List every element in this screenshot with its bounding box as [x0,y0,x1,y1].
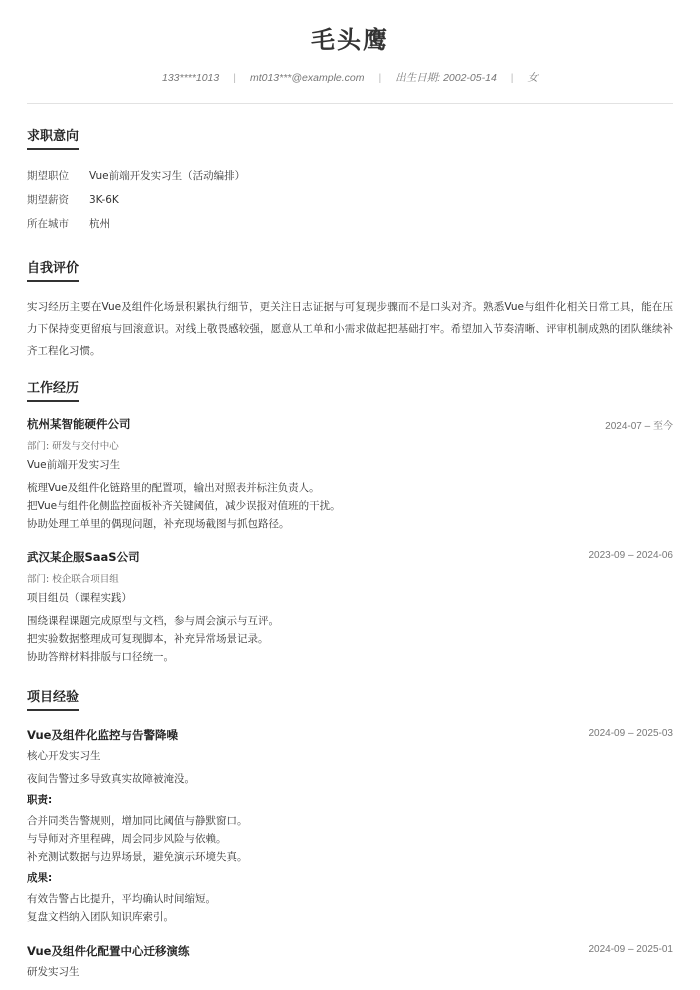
intent-label: 期望职位 [27,170,69,182]
project-date: 2024-09 – 2025-01 [588,944,673,955]
intent-value: 3K-6K [89,194,119,206]
intent-row-position [27,168,245,183]
project-item-header [27,943,673,959]
result-bullet: 复盘文档纳入团队知识库索引。 [27,911,174,923]
section-underline [27,709,79,711]
department-text: 部门: 研发与交付中心 [27,441,119,452]
section-underline [27,280,79,282]
intent-value: 杭州 [89,218,110,230]
intent-row-city [27,216,110,231]
project-role: 研发实习生 [27,966,80,978]
duty-bullet: 与导师对齐里程碑，周会同步风险与依赖。 [27,833,227,845]
work-item-header [27,416,673,432]
project-description: 夜间告警过多导致真实故障被淹没。 [27,773,195,785]
gender-text: 女 [527,72,539,84]
work-bullet: 把实验数据整理成可复现脚本，补充异常场景记录。 [27,633,269,645]
section-title-intent: 求职意向 [27,129,80,144]
work-item-header [27,549,673,565]
self-evaluation-text: 实习经历主要在Vue及组件化场景积累执行细节，更关注日志证据与可复现步骤而不是口头对齐。熟悉Vue与组件化相关日常工具，能在压力下保持变更留痕与回滚意识。对线上敬畏感较强，愿意从工单和小需求做起把基础打牢。希望加入节奏清晰、评审机制成熟的团队继续补齐工程化习惯。 [27,301,673,357]
section-title-work: 工作经历 [27,381,80,396]
work-date: 2024-07 – 至今 [605,421,673,432]
work-date: 2023-09 – 2024-06 [588,550,673,561]
section-title-projects: 项目经验 [27,690,80,705]
project-name: Vue及组件化监控与告警降噪 [27,728,178,742]
contact-line [27,70,673,85]
result-label: 成果: [27,872,53,884]
separator: | [378,72,382,84]
company-name: 杭州某智能硬件公司 [27,417,131,431]
duty-bullet: 合并同类告警规则，增加同比阈值与静默窗口。 [27,815,248,827]
phone-text: 133****1013 [161,72,220,84]
birth-date-text: 出生日期: 2002-05-14 [395,72,497,84]
role-text: Vue前端开发实习生 [27,459,121,471]
duty-bullet: 补充测试数据与边界场景，避免演示环境失真。 [27,851,248,863]
company-name: 武汉某企服SaaS公司 [27,550,140,564]
intent-row-salary [27,192,119,207]
work-bullet: 围绕课程课题完成原型与文档，参与周会演示与互评。 [27,615,279,627]
work-bullet: 把Vue与组件化侧监控面板补齐关键阈值，减少误报对值班的干扰。 [27,500,341,512]
email-text: mt013***@example.com [249,72,365,84]
project-item-header [27,727,673,743]
separator: | [233,72,236,84]
department-text: 部门: 校企联合项目组 [27,574,119,585]
work-bullet: 协助处理工单里的偶现问题，补充现场截图与抓包路径。 [27,518,290,530]
separator: | [510,72,514,84]
result-bullet: 有效告警占比提升，平均确认时间缩短。 [27,893,216,905]
intent-label: 期望薪资 [27,194,69,206]
work-bullet: 协助答辩材料排版与口径统一。 [27,651,174,663]
project-name: Vue及组件化配置中心迁移演练 [27,944,190,958]
project-date: 2024-09 – 2025-03 [588,728,673,739]
intent-label: 所在城市 [27,218,69,230]
section-underline [27,148,79,150]
intent-value: Vue前端开发实习生（活动编排） [89,170,246,182]
project-role: 核心开发实习生 [27,750,101,762]
header-divider [27,103,673,104]
work-bullet: 梳理Vue及组件化链路里的配置项，输出对照表并标注负责人。 [27,482,320,494]
section-underline [27,400,79,402]
duty-label: 职责: [27,794,53,806]
candidate-name: 毛头鹰 [311,26,389,54]
section-title-self: 自我评价 [27,261,80,276]
role-text: 项目组员（课程实践） [27,592,132,604]
